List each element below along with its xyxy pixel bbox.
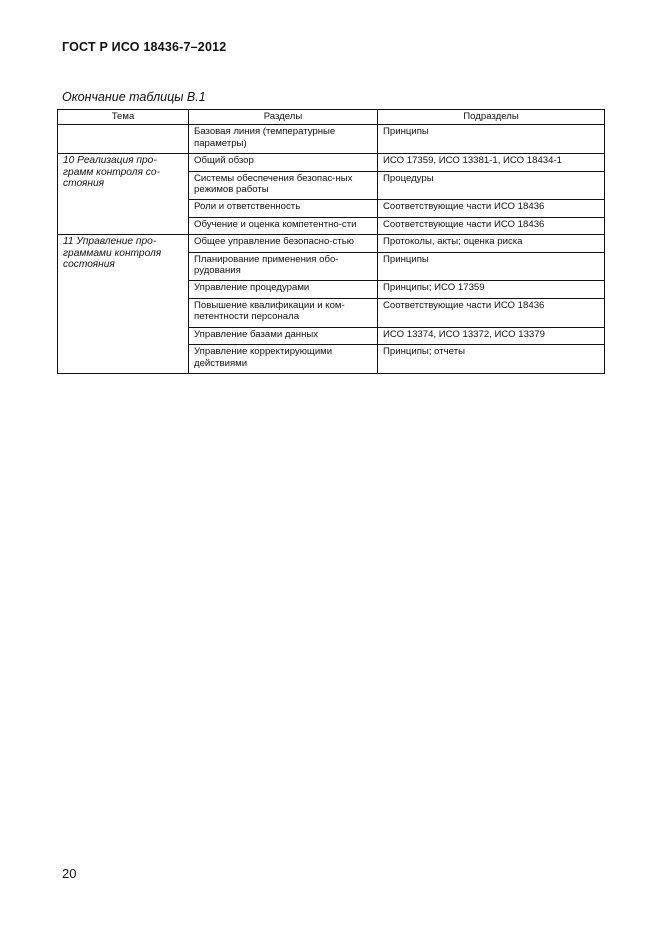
topic-cell [58,125,189,154]
subsection-cell: Принципы; отчеты [378,345,605,374]
subsection-cell: Протоколы, акты; оценка риска [378,235,605,252]
topic-cell-10: 10 Реализация про-грамм контроля со-стояния [58,154,189,235]
column-header-sections: Разделы [189,110,378,125]
standards-table [57,109,605,374]
subsection-cell: Процедуры [378,171,605,200]
section-cell: Обучение и оценка компетентно-сти [189,217,378,234]
section-cell: Повышение квалификации и ком-петентности персонала [189,298,378,327]
section-cell: Планирование применения обо-рудования [189,252,378,281]
subsection-cell: Принципы [378,125,605,154]
table-header-row [58,110,605,125]
section-cell: Общий обзор [189,154,378,171]
subsection-cell: ИСО 13374, ИСО 13372, ИСО 13379 [378,327,605,344]
section-cell: Базовая линия (температурные параметры) [189,125,378,154]
topic-cell-11: 11 Управление про-граммами контроля состояния [58,235,189,374]
column-header-topic: Тема [58,110,189,125]
table-row [58,154,605,171]
column-header-subsections: Подразделы [378,110,605,125]
subsection-cell: Принципы; ИСО 17359 [378,281,605,298]
table-row [58,125,605,154]
table-caption: Окончание таблицы В.1 [62,90,206,104]
section-cell: Управление базами данных [189,327,378,344]
section-cell: Общее управление безопасно-стью [189,235,378,252]
section-cell: Системы обеспечения безопас-ных режимов работы [189,171,378,200]
subsection-cell: Принципы [378,252,605,281]
subsection-cell: Соответствующие части ИСО 18436 [378,217,605,234]
subsection-cell: Соответствующие части ИСО 18436 [378,200,605,217]
section-cell: Роли и ответственность [189,200,378,217]
page-number: 20 [62,866,77,881]
section-cell: Управление процедурами [189,281,378,298]
table-row [58,235,605,252]
subsection-cell: ИСО 17359, ИСО 13381-1, ИСО 18434-1 [378,154,605,171]
document-code-header: ГОСТ Р ИСО 18436-7–2012 [62,40,227,54]
section-cell: Управление корректирующими действиями [189,345,378,374]
subsection-cell: Соответствующие части ИСО 18436 [378,298,605,327]
